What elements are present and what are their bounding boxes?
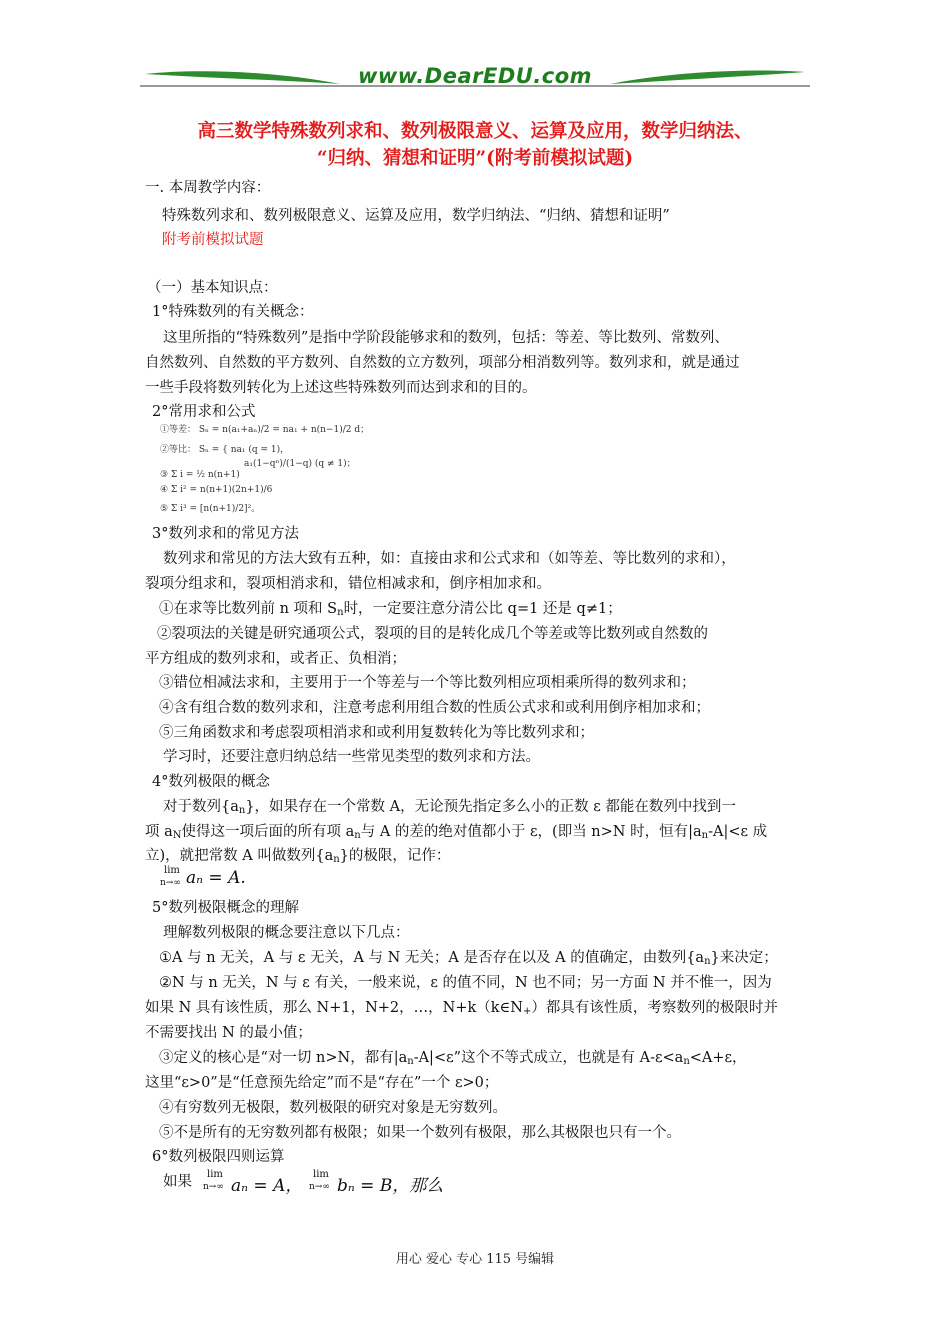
section-heading: 一. 本周教学内容：	[145, 180, 271, 196]
p3-item-4: ④含有组合数的数列求和，注意考虑利用组合数的性质公式求和或利用倒序相加求和；	[159, 700, 710, 716]
p1-heading: 1°特殊数列的有关概念：	[152, 304, 314, 320]
p1-line: 自然数列、自然数的平方数列、自然数的立方数列，项部分相消数列等。数列求和，就是通过	[145, 355, 740, 371]
p4-heading: 4°数列极限的概念	[152, 774, 270, 790]
p3-item-2: ②裂项法的关键是研究通项公式，裂项的目的是转化成几个等差或等比数列或自然数的	[157, 626, 708, 642]
p3-line: 裂项分组求和，裂项相消求和，错位相减求和，倒序相加求和。	[145, 576, 551, 592]
p5-item-2: ②N 与 n 无关，N 与 ε 有关，一般来说，ε 的值不同，N 也不同；另一方面 N 并不惟一，因为	[159, 975, 772, 991]
p5-item-2-end: 不需要找出 N 的最小值；	[145, 1025, 312, 1041]
formula-geometric: ②等比： Sₙ = { na₁ (q = 1)，	[160, 445, 290, 455]
p3-line: 数列求和常见的方法大致有五种，如：直接由求和公式求和（如等差、等比数列的求和），	[163, 551, 736, 567]
formula-sum-i: ③ Σ i = ½ n(n+1)	[160, 470, 240, 480]
p5-item-1: ①A 与 n 无关，A 与 ε 无关，A 与 N 无关；A 是否存在以及 A 的值确定，由数列{an}来决定；	[159, 950, 778, 967]
site-logo: www.DearEDU.com	[357, 64, 593, 88]
p5-item-2-cont: 如果 N 具有该性质，那么 N+1，N+2，…，N+k（k∈N+）都具有该性质，考察数列的极限时并	[145, 1000, 778, 1017]
p3-item-5: ⑤三角函数求和考虑裂项相消求和或利用复数转化为等比数列求和；	[159, 725, 594, 741]
formula-arithmetic: ①等差： Sₙ = n(a₁+aₙ)/2 = na₁ + n(n−1)/2 d；	[160, 425, 370, 435]
p4-line-3: 立)，就把常数 A 叫做数列{an}的极限，记作：	[145, 848, 451, 865]
page-title	[140, 118, 810, 172]
p3-note: 学习时，还要注意归纳总结一些常见类型的数列求和方法。	[163, 749, 540, 765]
p5-item-3-cont: 这里“ε>0”是“任意预先给定”而不是“存在”一个 ε>0；	[145, 1075, 499, 1091]
p4-line-1: 对于数列{an}，如果存在一个常数 A，无论预先指定多么小的正数 ε 都能在数列中找到一	[163, 799, 736, 816]
p3-item-3: ③错位相减法求和，主要用于一个等差与一个等比数列相应项相乘所得的数列求和；	[159, 675, 696, 691]
formula-sum-i3: ⑤ Σ i³ = [n(n+1)/2]²。	[160, 504, 261, 514]
sum-formulas	[160, 418, 380, 518]
p3-item-1: ①在求等比数列前 n 项和 Sn时，一定要注意分清公比 q=1 还是 q≠1；	[159, 601, 622, 618]
attachment-note: 附考前模拟试题	[162, 232, 264, 248]
p5-item-4: ④有穷数列无极限，数列极限的研究对象是无穷数列。	[159, 1100, 507, 1116]
section-content: 特殊数列求和、数列极限意义、运算及应用，数学归纳法、“归纳、猜想和证明”	[162, 208, 670, 224]
p5-item-5: ⑤不是所有的无穷数列都有极限；如果一个数列有极限，那么其极限也只有一个。	[159, 1125, 681, 1141]
p1-line: 一些手段将数列转化为上述这些特殊数列而达到求和的目的。	[145, 380, 537, 396]
title-line-2: “归纳、猜想和证明”(附考前模拟试题)	[316, 148, 634, 169]
p4-line-2: 项 aN使得这一项后面的所有项 an与 A 的差的绝对值都小于 ε，(即当 n>N 时，恒有|an-A|<ε 成	[145, 824, 768, 841]
p3-heading: 3°数列求和的常见方法	[152, 526, 299, 542]
p3-item-2-cont: 平方组成的数列求和，或者正、负相消；	[145, 651, 406, 667]
p5-item-3: ③定义的核心是“对一切 n>N，都有|an-A|<ε”这个不等式成立，也就是有 A-ε<an<A+ε，	[159, 1050, 747, 1067]
page-footer: 用心 爱心 专心 115 号编辑	[395, 1252, 555, 1267]
header-banner	[140, 60, 810, 96]
p2-heading: 2°常用求和公式	[152, 404, 256, 420]
formula-geometric-case2: a₁(1−qⁿ)/(1−q) (q ≠ 1)；	[244, 459, 356, 469]
limit-formula: lim n→∞ aₙ = A.	[160, 865, 246, 888]
title-line-1: 高三数学特殊数列求和、数列极限意义、运算及应用，数学归纳法、	[197, 121, 753, 142]
p1-line: 这里所指的“特殊数列”是指中学阶段能够求和的数列，包括：等差、等比数列、常数列、	[163, 330, 729, 346]
formula-sum-i2: ④ Σ i² = n(n+1)(2n+1)/6	[160, 485, 273, 495]
p5-intro: 理解数列极限的概念要注意以下几点：	[163, 925, 410, 941]
basics-heading: （一）基本知识点：	[147, 280, 278, 296]
limit-operations: 如果 lim n→∞ aₙ = A， lim n→∞ bₙ = B，那么	[163, 1169, 444, 1196]
p5-heading: 5°数列极限概念的理解	[152, 900, 299, 916]
p6-heading: 6°数列极限四则运算	[152, 1149, 285, 1165]
